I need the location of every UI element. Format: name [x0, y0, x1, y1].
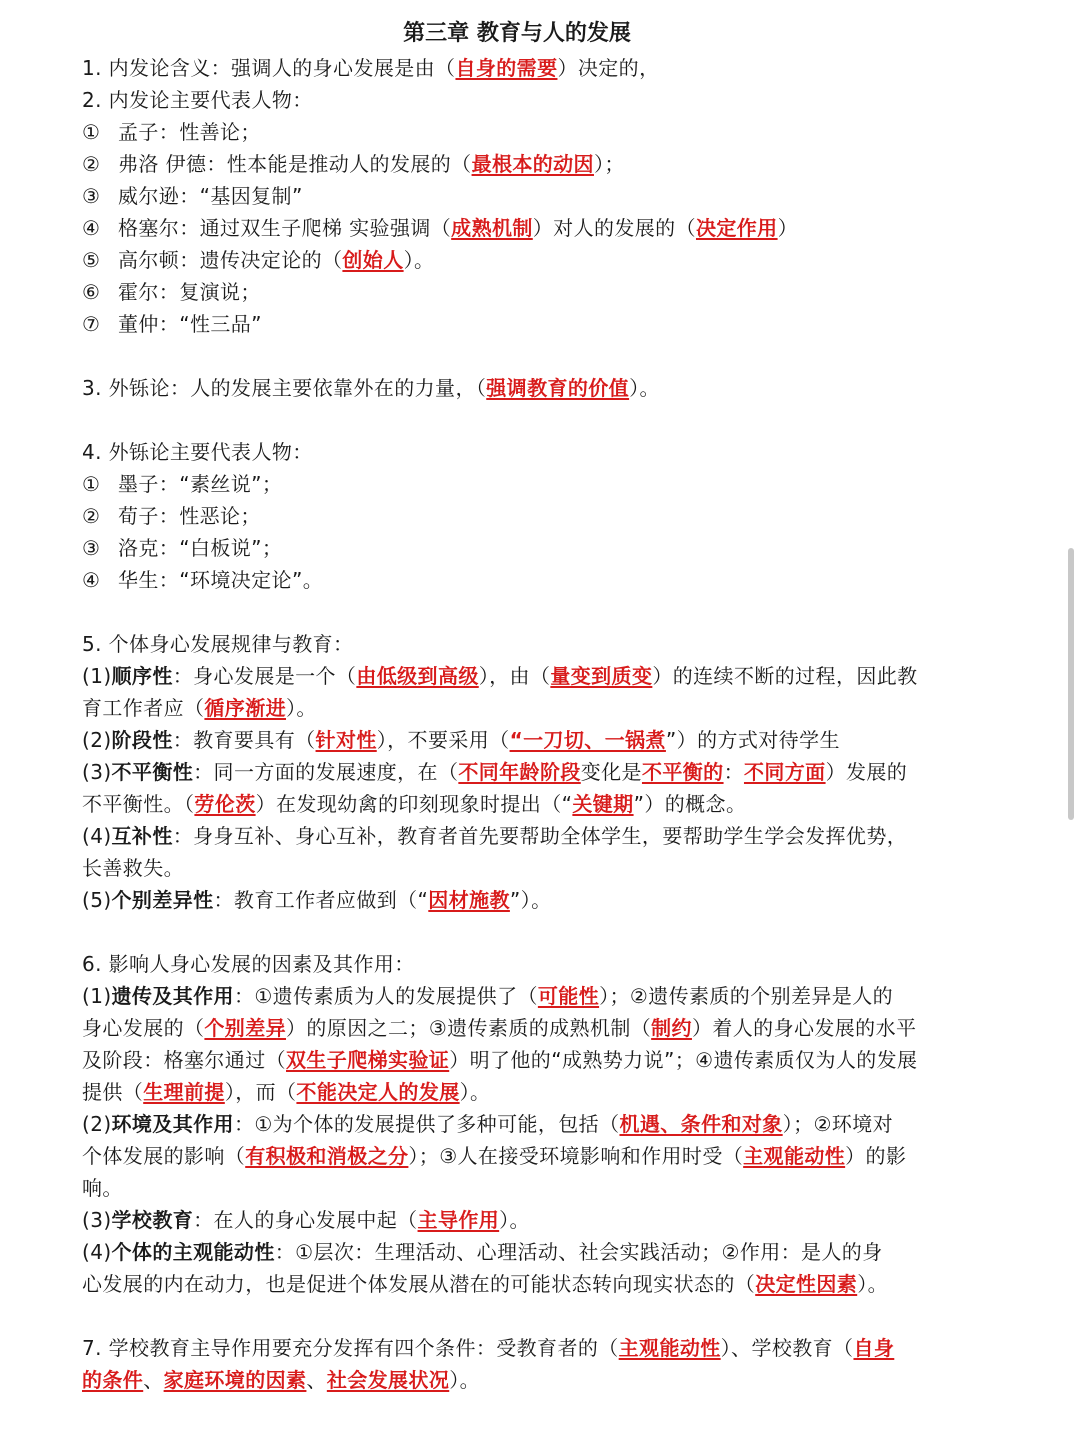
s6-line: (1)遗传及其作用：①遗传素质为人的发展提供了（可能性）；②遗传素质的个别差异是人的 — [82, 984, 894, 1008]
list-item: ① 孟子：性善论； — [82, 120, 261, 144]
s5-heading: 5. 个体身心发展规律与教育： — [82, 632, 354, 656]
s6-line: (3)学校教育：在人的身心发展中起（主导作用）。 — [82, 1208, 530, 1232]
answer: 自身的需要 — [455, 56, 558, 80]
s7-line: 的条件、家庭环境的因素、社会发展状况）。 — [82, 1368, 481, 1392]
answer: 双生子爬梯实验证 — [286, 1048, 450, 1072]
s6-line: 及阶段：格塞尔通过（双生子爬梯实验证）明了他的“成熟势力说”；④遗传素质仅为人的发展 — [82, 1048, 918, 1072]
answer: 量变到质变 — [550, 664, 653, 688]
answer: 最根本的动因 — [471, 152, 594, 176]
answer: 主观能动性 — [618, 1336, 721, 1360]
s4-heading: 4. 外铄论主要代表人物： — [82, 440, 313, 464]
answer: 关键期 — [572, 792, 634, 816]
answer: 创始人 — [342, 248, 404, 272]
answer: 不同年龄阶段 — [458, 760, 581, 784]
answer: 可能性 — [537, 984, 600, 1008]
answer: 主观能动性 — [743, 1144, 846, 1168]
answer: 自身 — [853, 1336, 895, 1360]
answer: 决定性因素 — [755, 1272, 858, 1296]
answer: 主导作用 — [417, 1208, 500, 1232]
s5-line: (4)互补性：身身互补、身心互补，教育者首先要帮助全体学生，要帮助学生学会发挥优势， — [82, 824, 908, 848]
answer: “一刀切、一锅煮 — [509, 728, 666, 752]
answer: 不能决定人的发展 — [296, 1080, 460, 1104]
answer: 个别差异 — [204, 1016, 287, 1040]
list-item: ⑥ 霍尔：复演说； — [82, 280, 261, 304]
answer: 由低级到高级 — [356, 664, 479, 688]
list-item: ④ 华生：“环境决定论”。 — [82, 568, 324, 592]
answer: 不同方面 — [743, 760, 826, 784]
list-item: ⑦ 董仲：“性三品” — [82, 312, 262, 336]
s5-line: 不平衡性。（劳伦茨）在发现幼禽的印刻现象时提出（“关键期”）的概念。 — [82, 792, 747, 816]
answer: 因材施教 — [428, 888, 510, 912]
s3-line: 3. 外铄论：人的发展主要依靠外在的力量，（强调教育的价值）。 — [82, 376, 660, 400]
answer: 家庭环境的因素 — [163, 1368, 307, 1392]
s1-line: 1. 内发论含义：强调人的身心发展是由（自身的需要）决定的， — [82, 56, 660, 80]
s5-line: 长善救失。 — [82, 856, 184, 880]
answer: 制约 — [651, 1016, 692, 1040]
answer: 决定作用 — [695, 216, 778, 240]
list-item: ⑤ 高尔顿：遗传决定论的（创始人）。 — [82, 248, 435, 272]
s6-heading: 6. 影响人身心发展的因素及其作用： — [82, 952, 415, 976]
answer: 强调教育的价值 — [486, 376, 630, 400]
answer: 机遇、条件和对象 — [619, 1112, 783, 1136]
s5-line: 育工作者应（循序渐进）。 — [82, 696, 317, 720]
answer: 的条件 — [82, 1368, 144, 1392]
s6-line: 心发展的内在动力，也是促进个体发展从潜在的可能状态转向现实状态的（决定性因素）。 — [82, 1272, 889, 1296]
s6-line: (4)个体的主观能动性：①层次：生理活动、心理活动、社会实践活动；②作用：是人的身 — [82, 1240, 883, 1264]
scrollbar-thumb[interactable] — [1068, 548, 1074, 820]
list-item: ③ 威尔逊：“基因复制” — [82, 184, 303, 208]
answer: 劳伦茨 — [194, 792, 256, 816]
s5-line: (1)顺序性：身心发展是一个（由低级到高级），由（量变到质变）的连续不断的过程，因此教 — [82, 664, 918, 688]
answer: 有积极和消极之分 — [245, 1144, 409, 1168]
answer: 针对性 — [315, 728, 377, 752]
answer: 社会发展状况 — [326, 1368, 450, 1392]
answer: 成熟机制 — [451, 216, 533, 240]
s6-line: 身心发展的（个别差异）的原因之二；③遗传素质的成熟机制（制约）着人的身心发展的水平 — [82, 1016, 917, 1040]
list-item: ② 荀子：性恶论； — [82, 504, 261, 528]
list-item: ③ 洛克：“白板说”； — [82, 536, 283, 560]
s5-line: (2)阶段性：教育要具有（针对性），不要采用（“一刀切、一锅煮”）的方式对待学生 — [82, 728, 840, 752]
s7-line: 7. 学校教育主导作用要充分发挥有四个条件：受教育者的（主观能动性）、学校教育（自身 — [82, 1336, 895, 1360]
answer: 不平衡的 — [641, 760, 724, 784]
s6-line: 个体发展的影响（有积极和消极之分）；③人在接受环境影响和作用时受（主观能动性）的影 — [82, 1144, 907, 1168]
list-item: ② 弗洛 伊德：性本能是推动人的发展的（最根本的动因）； — [82, 152, 625, 176]
s6-line: 响。 — [82, 1176, 123, 1200]
list-item: ④ 格塞尔：通过双生子爬梯 实验强调（成熟机制）对人的发展的（决定作用） — [82, 216, 798, 240]
s6-line: 提供（生理前提），而（不能决定人的发展）。 — [82, 1080, 491, 1104]
s5-line: (3)不平衡性：同一方面的发展速度，在（不同年龄阶段变化是不平衡的：不同方面）发展的 — [82, 760, 908, 784]
answer: 循序渐进 — [204, 696, 287, 720]
s6-line: (2)环境及其作用：①为个体的发展提供了多种可能，包括（机遇、条件和对象）；②环境对 — [82, 1112, 894, 1136]
chapter-title: 第三章 教育与人的发展 — [403, 21, 631, 46]
s5-line: (5)个别差异性：教育工作者应做到（“因材施教”）。 — [82, 888, 552, 912]
answer: 生理前提 — [143, 1080, 225, 1104]
s2-heading: 2. 内发论主要代表人物： — [82, 88, 313, 112]
list-item: ① 墨子：“素丝说”； — [82, 472, 283, 496]
